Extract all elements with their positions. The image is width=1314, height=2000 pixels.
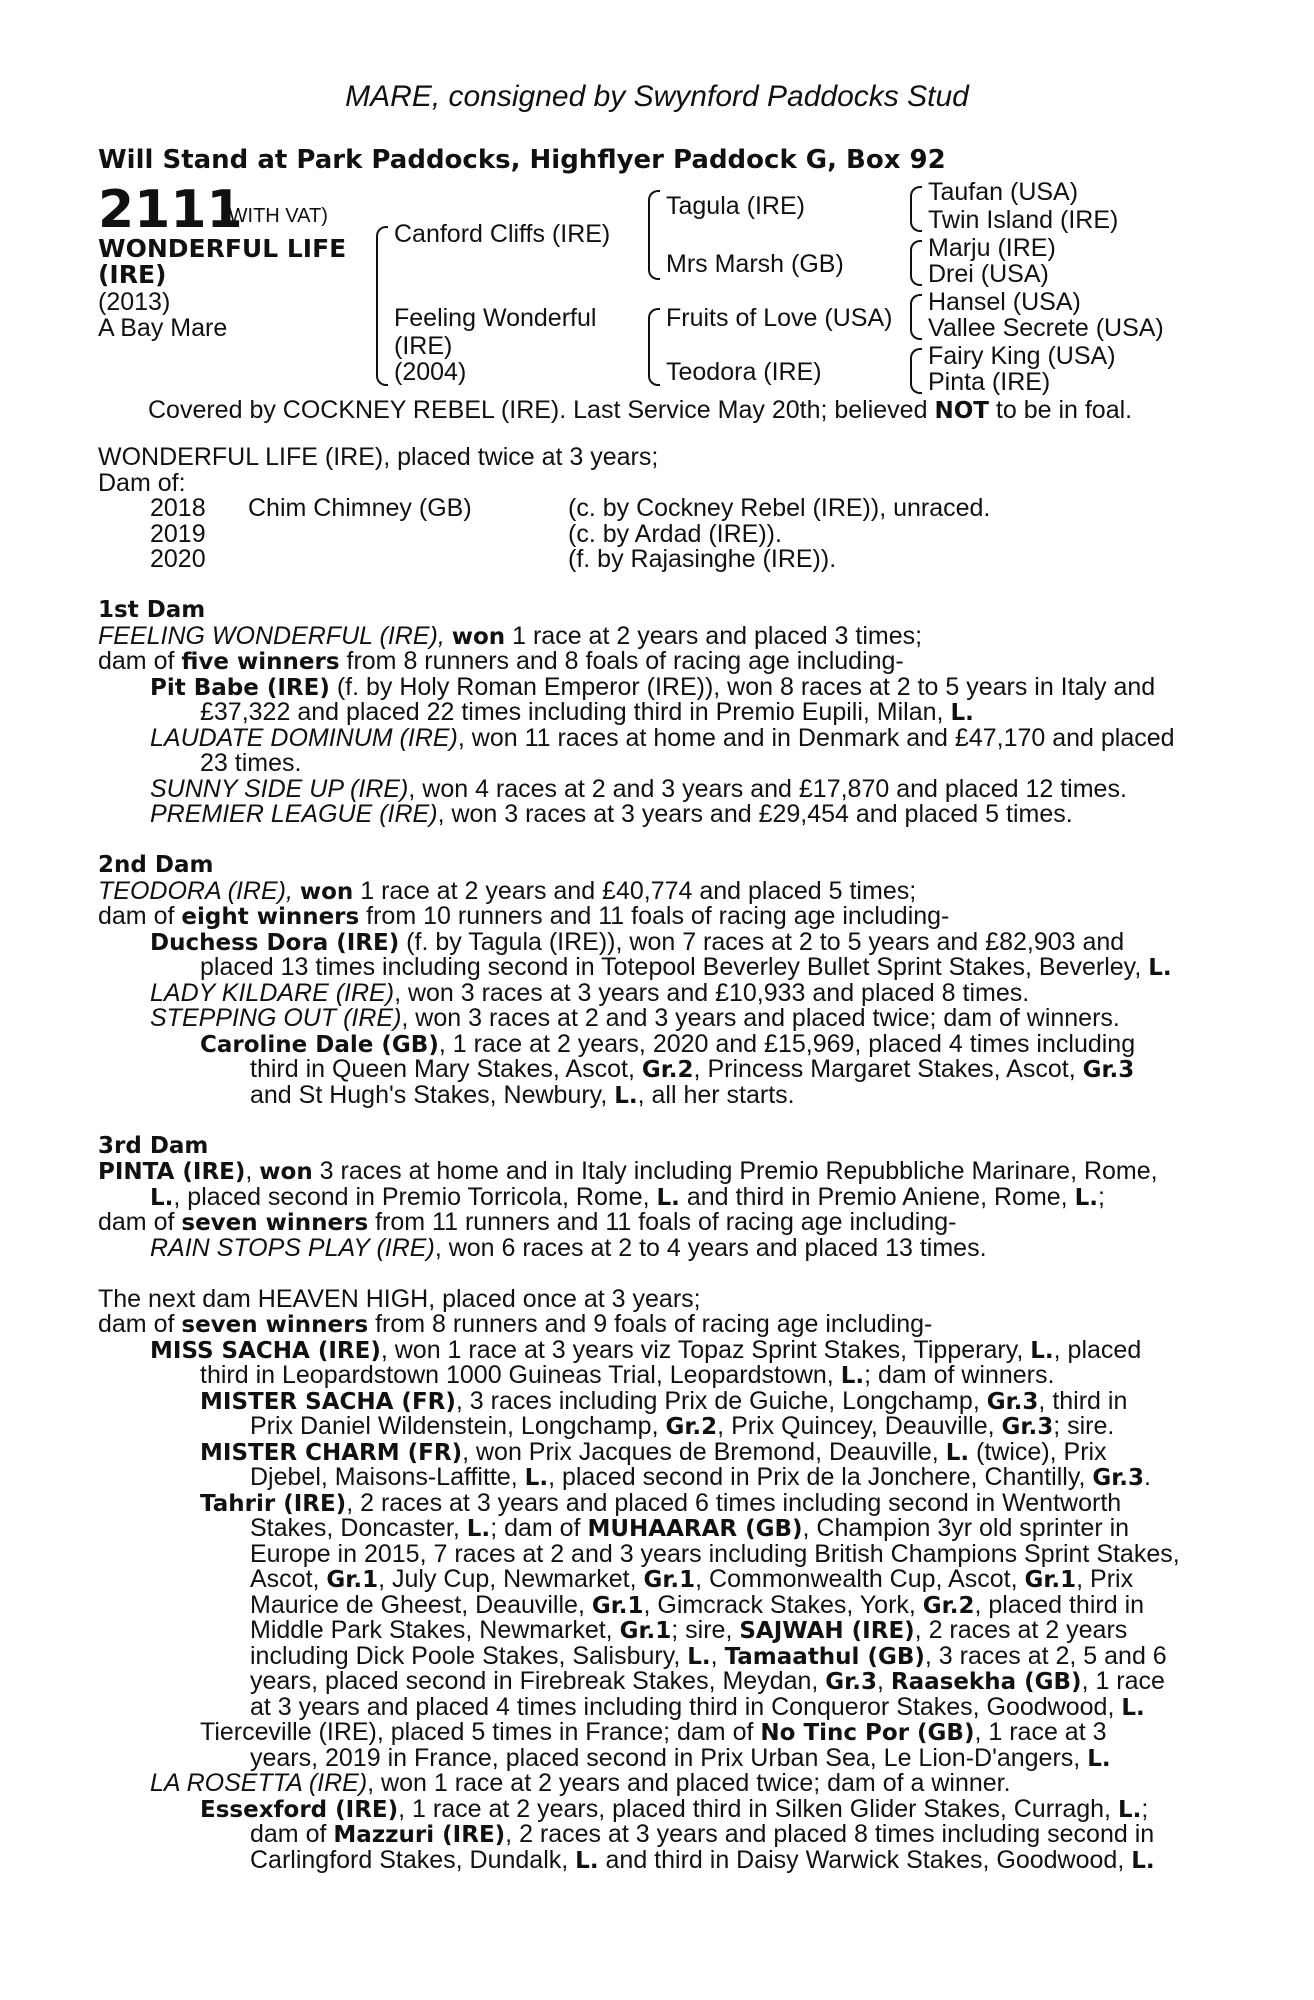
sire: Canford Cliffs (IRE)	[394, 220, 611, 248]
dam2-line: TEODORA (IRE), won 1 race at 2 years and £40,774 and placed 5 times;	[98, 876, 917, 905]
section-heading-2nd-dam: 2nd Dam	[98, 852, 214, 878]
progeny-entry: Essexford (IRE), 1 race at 2 years, placed third in Silken Glider Stakes, Curragh, L.;	[200, 1794, 1149, 1823]
progeny-entry: years, placed second in Firebreak Stakes, Meydan, Gr.3, Raasekha (GB), 1 race	[250, 1667, 1165, 1695]
horse-description: A Bay Mare	[98, 314, 228, 342]
progeny-entry: LAUDATE DOMINUM (IRE), won 11 races at home and in Denmark and £47,170 and placed	[150, 723, 1175, 752]
progeny-entry: MISTER CHARM (FR), won Prix Jacques de Bremond, Deauville, L. (twice), Prix	[200, 1437, 1107, 1466]
pedigree-brace	[910, 240, 922, 286]
dam1-line: FEELING WONDERFUL (IRE), won 1 race at 2 years and placed 3 times;	[98, 621, 923, 650]
progeny-entry: Duchess Dora (IRE) (f. by Tagula (IRE)), won 7 races at 2 to 5 years and £82,903 and	[150, 927, 1125, 956]
sire-sire-sire: Taufan (USA)	[928, 178, 1079, 206]
progeny-entry: MISTER SACHA (FR), 3 races including Prix de Guiche, Longchamp, Gr.3, third in	[200, 1386, 1128, 1415]
progeny-entry: Maurice de Gheest, Deauville, Gr.1, Gimcrack Stakes, York, Gr.2, placed third in	[250, 1590, 1145, 1619]
horse-name: WONDERFUL LIFE	[98, 234, 347, 263]
progeny-entry: SUNNY SIDE UP (IRE), won 4 races at 2 and 3 years and £17,870 and placed 12 times.	[150, 774, 1127, 803]
progeny-entry: 23 times.	[200, 749, 302, 777]
dam-sire-sire: Hansel (USA)	[928, 288, 1081, 316]
progeny-entry: £37,322 and placed 22 times including third in Premio Eupili, Milan, L.	[200, 698, 974, 726]
progeny-entry: MISS SACHA (IRE), won 1 race at 3 years viz Topaz Sprint Stakes, Tipperary, L., placed	[150, 1335, 1142, 1364]
pedigree-brace	[910, 186, 922, 232]
dam-year: (2004)	[394, 358, 467, 386]
progeny-entry: Caroline Dale (GB), 1 race at 2 years, 2020 and £15,969, placed 4 times including	[200, 1029, 1136, 1058]
section-heading-1st-dam: 1st Dam	[98, 597, 206, 623]
section-heading-3rd-dam: 3rd Dam	[98, 1132, 209, 1159]
produce-row: 2018 Chim Chimney (GB) (c. by Cockney Rebel (IRE)), unraced.	[150, 494, 991, 522]
dam3-line: PINTA (IRE), won 3 races at home and in Italy including Premio Repubbliche Marinare, Rome,	[98, 1157, 1158, 1185]
progeny-entry: Tierceville (IRE), placed 5 times in France; dam of No Tinc Por (GB), 1 race at 3	[200, 1718, 1107, 1746]
progeny-entry: STEPPING OUT (IRE), won 3 races at 2 and 3 years and placed twice; dam of winners.	[150, 1004, 1120, 1032]
produce-row: 2020 (f. by Rajasinghe (IRE)).	[150, 545, 837, 573]
progeny-entry: dam of Mazzuri (IRE), 2 races at 3 years and placed 8 times including second in	[250, 1820, 1155, 1848]
sire-dam-dam: Drei (USA)	[928, 260, 1049, 288]
progeny-entry: third in Leopardstown 1000 Guineas Trial, Leopardstown, L.; dam of winners.	[200, 1361, 1055, 1389]
sire-sire-dam: Twin Island (IRE)	[928, 206, 1119, 234]
stand-location: Will Stand at Park Paddocks, Highflyer Paddock G, Box 92	[98, 145, 946, 175]
dam-dam: Teodora (IRE)	[666, 358, 822, 386]
progeny-entry: RAIN STOPS PLAY (IRE), won 6 races at 2 to 4 years and placed 13 times.	[150, 1233, 987, 1262]
progeny-entry: third in Queen Mary Stakes, Ascot, Gr.2, Princess Margaret Stakes, Ascot, Gr.3	[250, 1055, 1135, 1083]
progeny-entry: PREMIER LEAGUE (IRE), won 3 races at 3 years and £29,454 and placed 5 times.	[150, 800, 1073, 828]
progeny-entry: Carlingford Stakes, Dundalk, L. and third in Daisy Warwick Stakes, Goodwood, L.	[250, 1845, 1155, 1874]
dam3-line: dam of seven winners from 11 runners and 11 foals of racing age including-	[98, 1208, 957, 1236]
dam-country: (IRE)	[394, 332, 453, 360]
covered-note: Covered by COCKNEY REBEL (IRE). Last Service May 20th; believed NOT to be in foal.	[148, 396, 1133, 424]
progeny-entry: Stakes, Doncaster, L.; dam of MUHAARAR (GB), Champion 3yr old sprinter in	[250, 1514, 1130, 1542]
next-dam-line: The next dam HEAVEN HIGH, placed once at 3 years;	[98, 1284, 701, 1313]
progeny-entry: LA ROSETTA (IRE), won 1 race at 2 years and placed twice; dam of a winner.	[150, 1769, 1011, 1797]
progeny-entry: Tahrir (IRE), 2 races at 3 years and placed 6 times including second in Wentworth	[200, 1488, 1122, 1517]
next-dam-line: dam of seven winners from 8 runners and 9 foals of racing age including-	[98, 1310, 933, 1338]
progeny-entry: including Dick Poole Stakes, Salisbury, L., Tamaathul (GB), 3 races at 2, 5 and 6	[250, 1641, 1167, 1670]
pedigree-brace	[910, 294, 922, 340]
catalogue-heading: MARE, consigned by Swynford Paddocks Stud	[345, 80, 969, 113]
dam-dam-sire: Fairy King (USA)	[928, 342, 1116, 370]
progeny-entry: LADY KILDARE (IRE), won 3 races at 3 years and £10,933 and placed 8 times.	[150, 978, 1030, 1007]
intro-line: WONDERFUL LIFE (IRE), placed twice at 3 years;	[98, 443, 659, 471]
pedigree-brace	[648, 308, 660, 386]
dam-dam-dam: Pinta (IRE)	[928, 368, 1051, 396]
progeny-entry: Djebel, Maisons-Laffitte, L., placed second in Prix de la Jonchere, Chantilly, Gr.3.	[250, 1463, 1151, 1491]
progeny-entry: Europe in 2015, 7 races at 2 and 3 years including British Champions Sprint Stakes,	[250, 1539, 1180, 1568]
sire-dam: Mrs Marsh (GB)	[666, 250, 844, 278]
lot-vat: (WITH VAT)	[222, 205, 328, 227]
sire-sire: Tagula (IRE)	[666, 192, 805, 220]
sire-dam-sire: Marju (IRE)	[928, 234, 1056, 262]
pedigree-brace	[648, 190, 660, 280]
progeny-entry: at 3 years and placed 4 times including third in Conqueror Stakes, Goodwood, L.	[250, 1692, 1145, 1721]
progeny-entry: and St Hugh's Stakes, Newbury, L., all her starts.	[250, 1080, 795, 1109]
horse-year: (2013)	[98, 288, 171, 316]
progeny-entry: Middle Park Stakes, Newmarket, Gr.1; sire, SAJWAH (IRE), 2 races at 2 years	[250, 1616, 1128, 1644]
dam1-line: dam of five winners from 8 runners and 8 foals of racing age including-	[98, 647, 904, 675]
produce-row: 2019 (c. by Ardad (IRE)).	[150, 519, 782, 548]
pedigree-brace	[376, 226, 388, 386]
lot-number: 2111	[98, 180, 243, 240]
dam-of-label: Dam of:	[98, 468, 186, 497]
progeny-entry: years, 2019 in France, placed second in Prix Urban Sea, Le Lion-D'angers, L.	[250, 1743, 1111, 1772]
progeny-entry: placed 13 times including second in Totepool Beverley Bullet Sprint Stakes, Beverley, L.	[200, 953, 1172, 981]
dam-sire: Fruits of Love (USA)	[666, 304, 893, 332]
progeny-entry: Ascot, Gr.1, July Cup, Newmarket, Gr.1, Commonwealth Cup, Ascot, Gr.1, Prix	[250, 1565, 1134, 1593]
dam: Feeling Wonderful	[394, 304, 597, 332]
progeny-entry: Prix Daniel Wildenstein, Longchamp, Gr.2, Prix Quincey, Deauville, Gr.3; sire.	[250, 1412, 1115, 1440]
dam-sire-dam: Vallee Secrete (USA)	[928, 314, 1164, 342]
pedigree-brace	[910, 348, 922, 394]
progeny-entry: Pit Babe (IRE) (f. by Holy Roman Emperor (IRE)), won 8 races at 2 to 5 years in Italy and	[150, 672, 1156, 701]
horse-country: (IRE)	[98, 260, 167, 289]
catalogue-body	[98, 445, 1208, 1873]
dam2-line: dam of eight winners from 10 runners and 11 foals of racing age including-	[98, 902, 950, 930]
dam3-line: L., placed second in Premio Torricola, Rome, L. and third in Premio Aniene, Rome, L.;	[150, 1182, 1105, 1211]
